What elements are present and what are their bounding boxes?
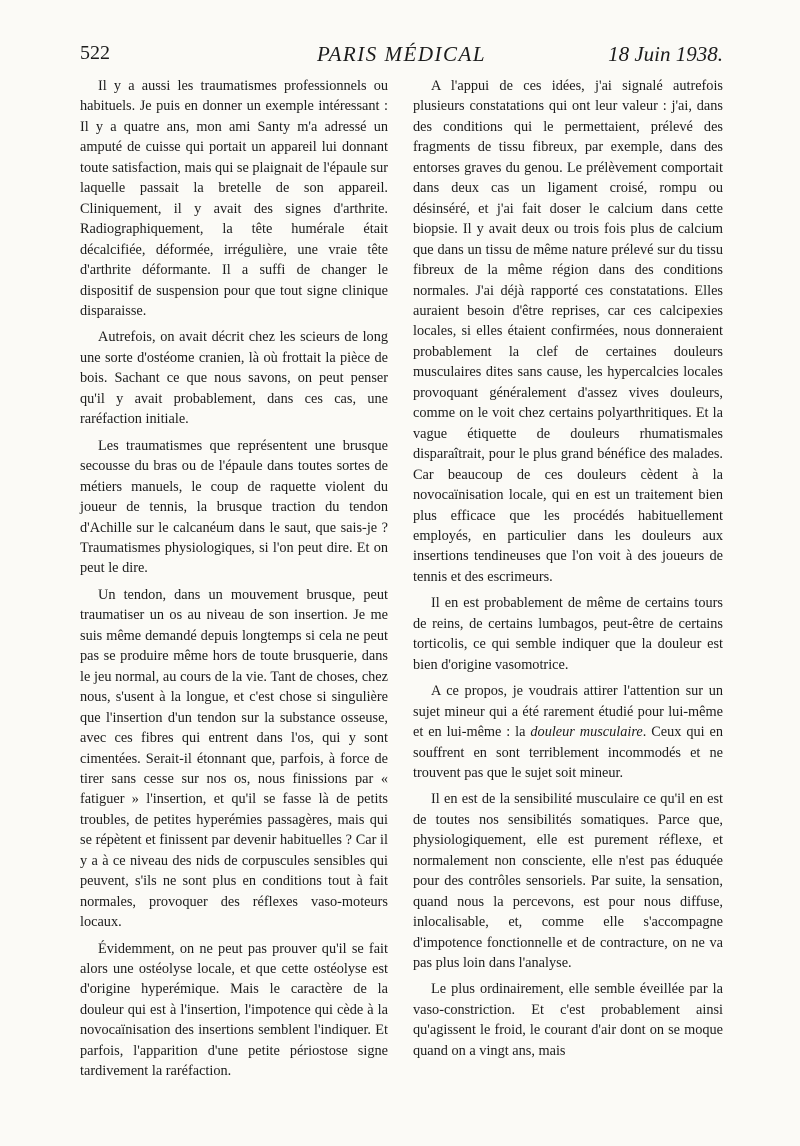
paragraph: A l'appui de ces idées, j'ai signalé autrefois plusieurs constatations qui ont leur valeur : j'ai, dans des conditions qui le permettaient, prélevé des fragments de tissu fibreux, par exemple, dans des entorses graves du genou. Le prélèvement comportait dans deux cas un ligament croisé, rompu ou désinséré, et j'ai fait doser le calcium dans cette biopsie. Il y avait deux ou trois fois plus de calcium que dans un tissu de même nature prélevé sur du tissu fibreux de la même région dans des conditions normales. J'ai déjà rapporté ces constatations. Elles auraient besoin d'être reprises, car ces calcipexies locales, si elles étaient confirmées, nous donneraient probablement la clef de certaines douleurs musculaires dites sans cause, les hypercalcies locales provoquant généralement d'assez vives douleurs, comme on le voit chez certains polyarthritiques. Et la vague étiquette de douleurs rhumatismales disparaîtrait, pour le plus grand bénéfice des malades. Car beaucoup de ces douleurs cèdent à la novocaïnisation locale, qui en est un traitement bien plus efficace que les procédés habituellement employés, en particulier dans les douleurs aux insertions tendineuses que l'on voit à des joueurs de tennis et des escrimeurs. bbox=[413, 78, 723, 585]
paragraph: Un tendon, dans un mouvement brusque, peut traumatiser un os au niveau de son insertion. Je me suis même demandé depuis longtemps si cela ne peut pas se produire même hors de toute brusquerie, dans le jeu normal, au cours de la vie. Tant de choses, chez nous, s'usent à la longue, et c'est chose si singulière que l'insertion d'un tendon sur la substance osseuse, avec ces fibres qui entrent dans l'os, qui y sont cimentées. Serait-il étonnant que, parfois, à force de tirer sans cesse sur nos os, nous finissions par « fatiguer » l'insertion, et qu'il se fasse là de petits troubles, de petites hyperémies passagères, mais qui se répètent et finissent par devenir habituelles ? Car il y a à ce niveau des nids de corpuscules sensibles qui peuvent, s'ils ne sont plus en conditions tout à fait normales, provoquer des réflexes vaso-moteurs locaux. bbox=[80, 586, 388, 931]
left-column bbox=[80, 76, 388, 1088]
paragraph: Il y a aussi les traumatismes professionnels ou habituels. Je puis en donner un exemple intéressant : Il y a quatre ans, mon ami Santy m'a adressé un amputé de cuisse qui portait un appareil lui donnant toute satisfaction, mais qui se plaignait de l'épaule sur laquelle passait la bretelle de son appareil. Cliniquement, il y avait des signes d'arthrite. Radiographiquement, la tête humérale était décalcifiée, déformée, irrégulière, une vraie tête d'arthrite déformante. Il a suffi de changer le dispositif de suspension pour que tout signe clinique disparaisse. bbox=[80, 78, 388, 319]
paragraph: Il en est probablement de même de certains tours de reins, de certains lumbagos, peut-être de certains torticolis, ce qui semble indiquer que la douleur est bien d'origine vasomotrice. bbox=[413, 595, 723, 673]
page-header bbox=[80, 42, 723, 70]
paragraph: Le plus ordinairement, elle semble éveillée par la vaso-constriction. Et c'est probablement ainsi qu'agissent le froid, le courant d'air dont on se moque quand on a vingt ans, mais bbox=[413, 981, 723, 1059]
issue-date: 18 Juin 1938. bbox=[608, 42, 723, 66]
paragraph-text: . Ceux qui en souffrent en sont terriblement incommodés et ne trouvent pas que le sujet soit mineur. bbox=[413, 724, 723, 781]
paragraph: Il en est de la sensibilité musculaire ce qu'il en est de toutes nos sensibilités somatiques. Parce que, physiologiquement, elle est purement réflexe, et normalement non consciente, elle n'est pas éduquée pour des contrôles sensoriels. Par suite, la sensation, quand nous la percevons, est pour nous diffuse, inlocalisable, et, comme elle s'accompagne d'impotence fonctionnelle et de contracture, on ne va pas plus loin dans l'analyse. bbox=[413, 791, 723, 972]
paragraph bbox=[413, 681, 723, 783]
paragraph: Les traumatismes que représentent une brusque secousse du bras ou de l'épaule dans toutes sortes de métiers manuels, le coup de raquette violent du joueur de tennis, la brusque traction du tendon d'Achille sur le calcanéum dans le saut, que sais-je ? Traumatismes physiologiques, si l'on peut dire. Et on peut le dire. bbox=[80, 437, 388, 577]
emphasized-term: douleur musculaire bbox=[530, 724, 643, 741]
paragraph-text: A ce propos, je voudrais attirer l'attention sur un sujet mineur qui a été rarement étudié pour lui-même et en lui-même : la bbox=[413, 683, 723, 741]
paragraph: Évidemment, on ne peut pas prouver qu'il se fait alors une ostéolyse locale, et que cette ostéolyse est d'origine hyperémique. Mais le caractère de la douleur qui est à l'insertion, l'impotence qui cède à la novocaïnisation des insertions semblent l'indiquer. Et parfois, l'apparition d'une petite périostose signe tardivement la raréfaction. bbox=[80, 940, 388, 1080]
journal-title: PARIS MÉDICAL bbox=[316, 42, 486, 66]
page-number: 522 bbox=[80, 42, 110, 64]
right-column bbox=[413, 76, 723, 1067]
paragraph: Autrefois, on avait décrit chez les scieurs de long une sorte d'ostéome cranien, là où frottait la pièce de bois. Sachant ce que nous savons, on peut penser qu'il y avait probablement, dans ces cas, une raréfaction initiale. bbox=[80, 329, 388, 428]
